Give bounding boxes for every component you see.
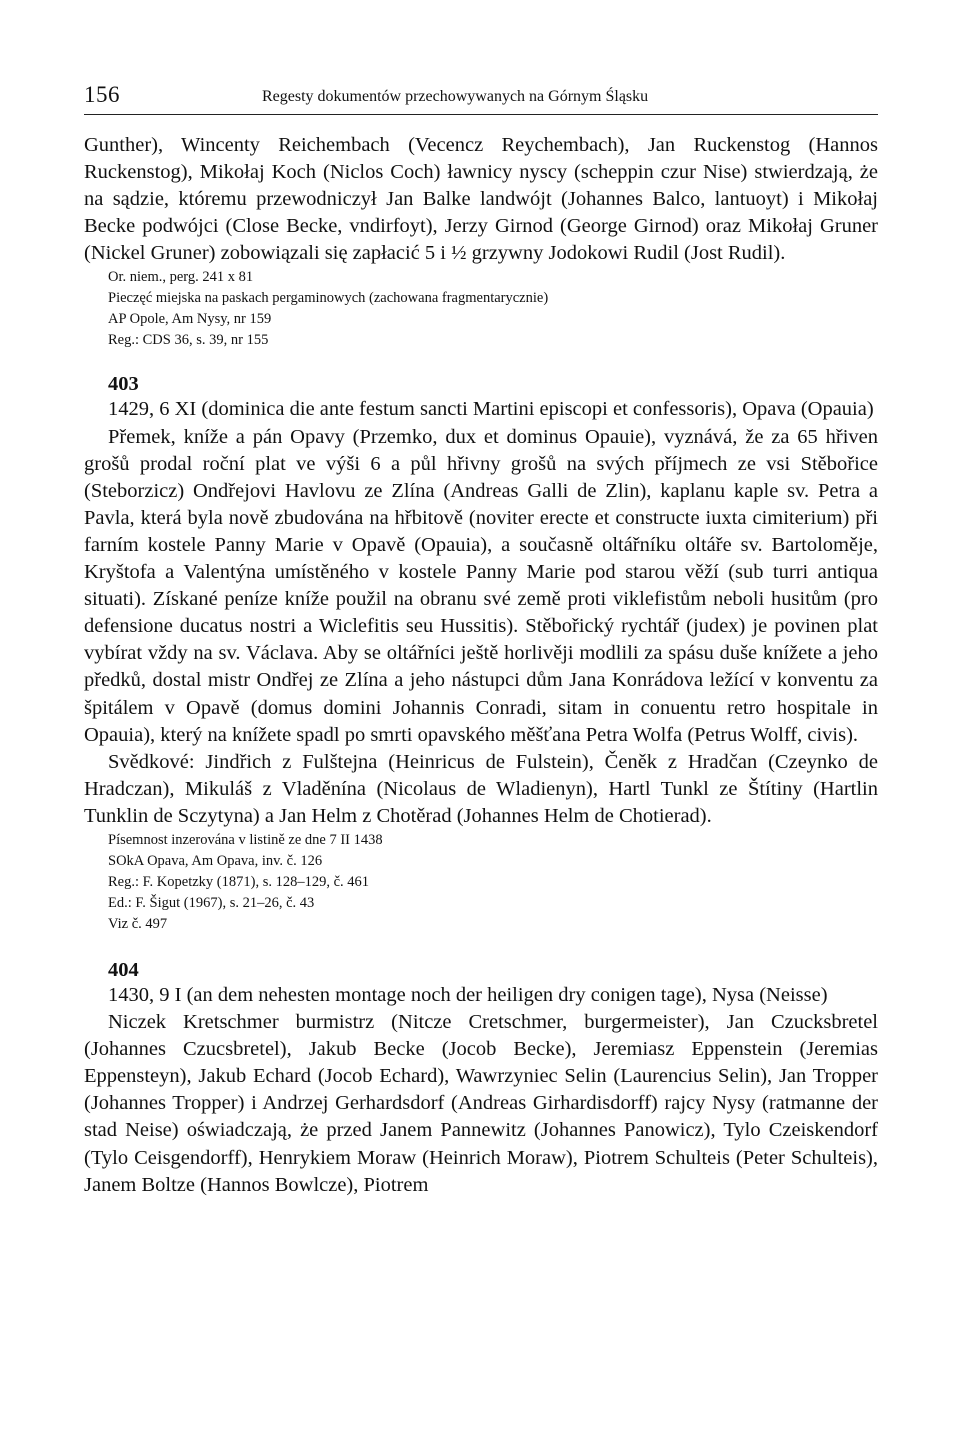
page-number: 156 xyxy=(84,82,120,107)
entry-paragraph-403-1: Přemek, kníže a pán Opavy (Przemko, dux et dominus Opauie), vyznává, že za 65 hřiven grošů prodal roční plat ve výši 6 a půl hřivny grošů na svých příjmech ze vsi Stěbořice (Steborzicz) Ondřejovi Havlovu ze Zlína (Andreas Galli de Zlin), kaplanu kaple sv. Petra a Pavla, která byla nově zbudována na hřbitově (noviter erecte et constructe iuxta cimiterium) při farním kostele Panny Marie v Opavě (Opauia), a současně oltářníku oltáře sv. Bartoloměje, Kryštofa a Valentýna umístěného v kostele Panny Marie pod starou věží (sub turri antiqua situati). Získané peníze kníže použil na obranu své země proti viklefistům neboli husitům (pro defensione ducatus nostri a Wiclefitis seu Hussitis). Stěbořický rychtář (judex) je povinen plat vybírat vždy na sv. Václava. Aby se oltářníci ještě horlivěji modlili za spásu duše knížete a jeho předků, dostal mistr Ondřej ze Zlína a jeho nástupci dům Jana Konrádova ležící v konventu za špitálem v Opavě (domus domini Johannis Conradi, sitam in conuentu retro hospitale in Opauia), který na knížete spadl po smrti opavského měšťana Petra Wolfa (Petrus Wolff, civis). xyxy=(84,425,878,746)
meta-line: Reg.: CDS 36, s. 39, nr 155 xyxy=(108,332,269,349)
entry-date-403: 1429, 6 XI (dominica die ante festum sancti Martini episcopi et confessoris), Opava (Opauia) xyxy=(108,398,874,421)
meta-line: Pieczęć miejska na paskach pergaminowych (zachowana fragmentarycznie) xyxy=(108,290,549,307)
running-header xyxy=(84,80,878,115)
entry-number-404: 404 xyxy=(108,958,139,981)
meta-line: Or. niem., perg. 241 x 81 xyxy=(108,269,254,286)
continuation-paragraph: Gunther), Wincenty Reichembach (Vecencz Reychembach), Jan Ruckenstog (Hannos Ruckenstog), Mikołaj Koch (Niclos Coch) ławnicy nyscy (scheppin czur Nise) stwierdzają, że na sądzie, któremu przewodniczył Jan Balke landwójt (Johannes Balco, lantuoyt) i Mikołaj Becke podwójci (Close Becke, vndirfoyt), Jerzy Girnod (George Girnod) oraz Mikołaj Gruner (Nickel Gruner) zobowiązali się zapłacić 5 i ½ grzywny Jodokowi Rudil (Jost Rudil). xyxy=(84,134,878,265)
entry-meta-403 xyxy=(84,830,878,935)
page-body xyxy=(84,132,878,1199)
continuation-meta xyxy=(84,267,878,351)
meta-line: AP Opole, Am Nysy, nr 159 xyxy=(108,311,272,328)
meta-line: Písemnost inzerována v listině ze dne 7 II 1438 xyxy=(108,831,383,848)
running-title: Regesty dokumentów przechowywanych na Górnym Śląsku xyxy=(262,88,649,105)
meta-line: Viz č. 497 xyxy=(108,915,168,932)
entry-paragraph-403-2: Svědkové: Jindřich z Fulštejna (Heinricus de Fulstein), Čeněk z Hradčan (Czeynko de Hradczan), Mikuláš z Vladěnína (Nicolaus de Wladienyn), Hartl Tunkl ze Štítiny (Hartlin Tunklin de Sczytyna) a Jan Helm z Chotěrad (Johannes Helm de Chotierad). xyxy=(84,750,878,827)
entry-number-403: 403 xyxy=(108,373,139,396)
entry-paragraph-404-1: Niczek Kretschmer burmistrz (Nitcze Cretschmer, burgermeister), Jan Czucksbretel (Johannes Czucsbretel), Jakub Becke (Jocob Becke), Jeremiasz Eppenstein (Jeremias Eppensteyn), Jakub Echard (Jocob Echard), Wawrzyniec Selin (Laurencius Selin), Jan Tropper (Johannes Tropper) i Andrzej Gerhardsdorf (Andreas Girhardisdorff) rajcy Nysy (ratmanne der stad Neise) oświadczają, że przed Janem Pannewitz (Johannes Panowicz), Tylo Czeiskendorf (Tylo Ceisgendorff), Henrykiem Moraw (Heinrich Moraw), Piotrem Schulteis (Peter Schulteis), Janem Boltze (Hannos Bowlcze), Piotrem xyxy=(84,1011,878,1196)
meta-line: SOkA Opava, Am Opava, inv. č. 126 xyxy=(108,852,323,869)
meta-line: Ed.: F. Šigut (1967), s. 21–26, č. 43 xyxy=(108,894,315,911)
meta-line: Reg.: F. Kopetzky (1871), s. 128–129, č. 461 xyxy=(108,873,370,890)
entry-date-404: 1430, 9 I (an dem nehesten montage noch der heiligen dry conigen tage), Nysa (Neisse) xyxy=(108,983,828,1006)
